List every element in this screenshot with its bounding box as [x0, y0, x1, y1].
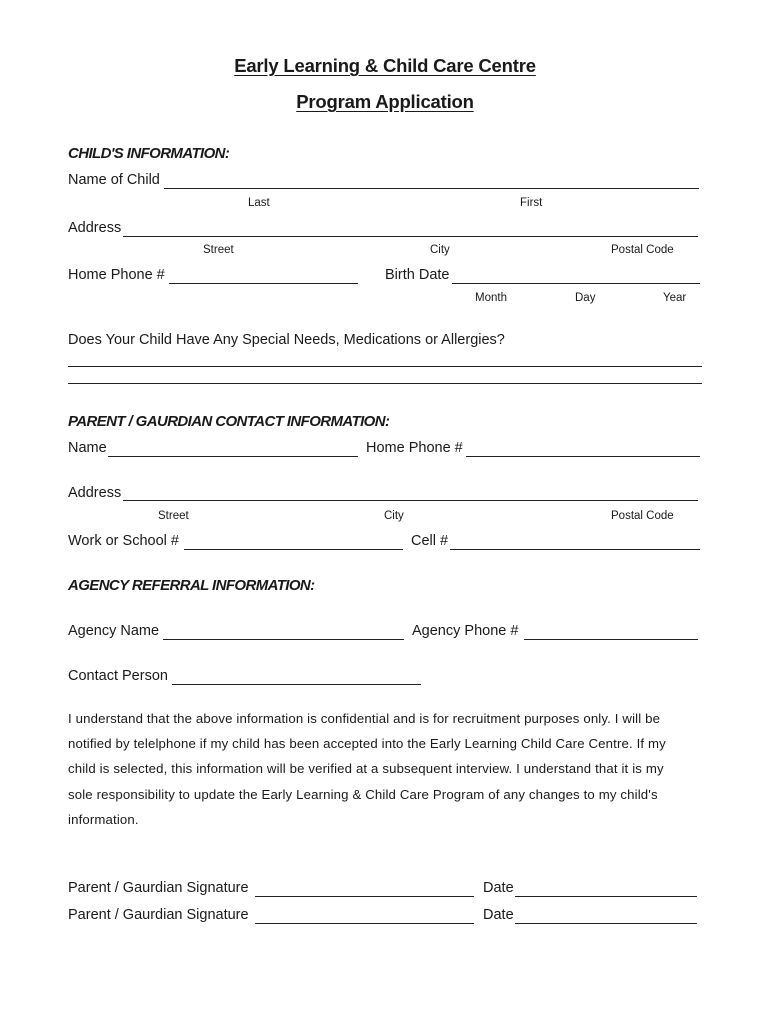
birth-month-caption: Month	[475, 292, 507, 304]
consent-line: information.	[68, 811, 139, 827]
birth-date-label: Birth Date	[385, 267, 450, 283]
special-needs-answer-line-1[interactable]	[68, 366, 702, 367]
signature-field-2[interactable]	[255, 923, 474, 924]
agency-name-field[interactable]	[163, 639, 404, 640]
child-address-label: Address	[68, 220, 122, 236]
agency-phone-field[interactable]	[524, 639, 698, 640]
parent-address-label: Address	[68, 485, 122, 501]
consent-line: sole responsibility to update the Early Learning & Child Care Program of any changes to my child's	[68, 786, 658, 802]
date-label-2: Date	[483, 907, 514, 923]
work-school-field[interactable]	[184, 549, 403, 550]
parent-address-city-caption: City	[384, 510, 404, 522]
consent-line: notified by telelphone if my child has been accepted into the Early Learning Child Care Centre. If my	[68, 736, 666, 752]
date-field-1[interactable]	[515, 896, 697, 897]
parent-home-phone-field[interactable]	[466, 456, 700, 457]
agency-name-label: Agency Name	[68, 623, 160, 639]
child-name-label: Name of Child	[68, 172, 160, 188]
child-address-street-caption: Street	[203, 244, 234, 256]
child-address-city-caption: City	[430, 244, 450, 256]
date-label-1: Date	[483, 880, 514, 896]
parent-address-street-caption: Street	[158, 510, 189, 522]
signature-label-2: Parent / Gaurdian Signature	[68, 907, 249, 923]
form-subtitle: Program Application	[296, 91, 474, 112]
child-info-heading: CHILD'S INFORMATION:	[68, 145, 230, 162]
agency-info-heading: AGENCY REFERRAL INFORMATION:	[68, 577, 315, 594]
birth-day-caption: Day	[575, 292, 596, 304]
contact-person-label: Contact Person	[68, 668, 168, 684]
cell-label: Cell #	[411, 533, 449, 549]
consent-statement	[68, 706, 708, 832]
birth-date-field[interactable]	[452, 283, 700, 284]
child-home-phone-label: Home Phone #	[68, 267, 165, 283]
parent-address-field[interactable]	[123, 500, 698, 501]
special-needs-answer-line-2[interactable]	[68, 383, 702, 384]
special-needs-question: Does Your Child Have Any Special Needs, Medications or Allergies?	[68, 332, 505, 348]
date-field-2[interactable]	[515, 923, 697, 924]
child-address-field[interactable]	[123, 236, 698, 237]
parent-address-postal-caption: Postal Code	[611, 510, 674, 522]
child-address-postal-caption: Postal Code	[611, 244, 674, 256]
contact-person-field[interactable]	[172, 684, 421, 685]
consent-line: I understand that the above information is confidential and is for recruitment purposes only. I will be	[68, 711, 661, 726]
work-school-label: Work or School #	[68, 533, 179, 549]
form-title: Early Learning & Child Care Centre	[234, 55, 536, 76]
parent-home-phone-label: Home Phone #	[366, 440, 463, 456]
child-home-phone-field[interactable]	[169, 283, 358, 284]
child-name-first-caption: First	[520, 197, 543, 209]
child-name-field[interactable]	[164, 188, 699, 189]
consent-line: child is selected, this information will be verified at a subsequent interview. I understand that it is my	[68, 761, 664, 777]
signature-label-1: Parent / Gaurdian Signature	[68, 880, 249, 896]
agency-phone-label: Agency Phone #	[412, 623, 519, 639]
child-name-last-caption: Last	[248, 197, 270, 209]
birth-year-caption: Year	[663, 292, 687, 304]
parent-name-field[interactable]	[108, 456, 358, 457]
signature-field-1[interactable]	[255, 896, 474, 897]
cell-field[interactable]	[450, 549, 700, 550]
parent-name-label: Name	[68, 440, 107, 456]
parent-info-heading: PARENT / GAURDIAN CONTACT INFORMATION:	[68, 413, 390, 430]
